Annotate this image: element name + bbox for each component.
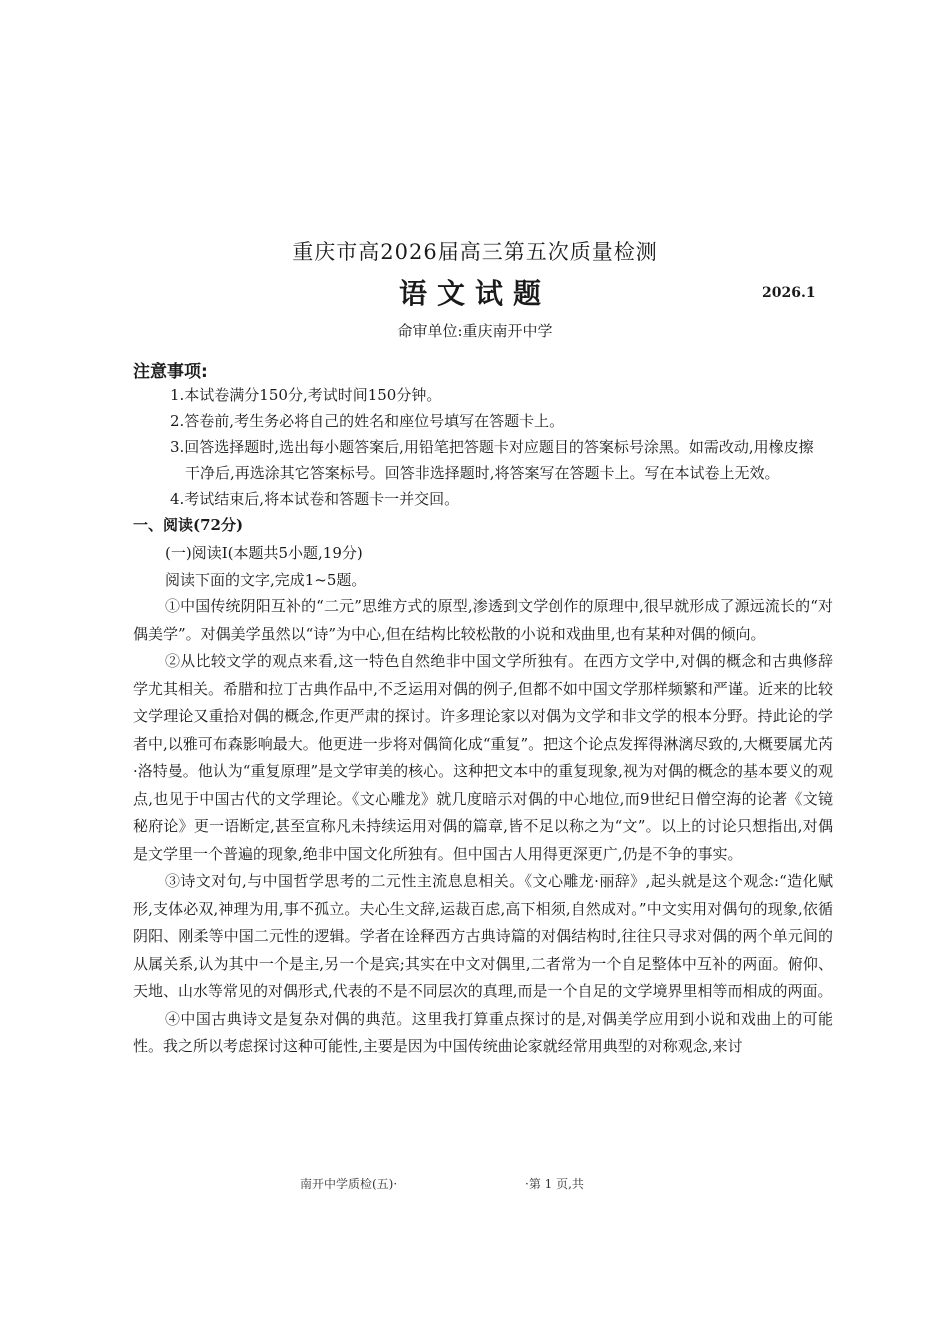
note-item: 2.答卷前,考生务必将自己的姓名和座位号填写在答题卡上。: [170, 412, 565, 430]
section-heading: 一、阅读(72分): [133, 516, 244, 534]
notes-list: [170, 382, 820, 512]
note-item: 3.回答选择题时,选出每小题答案后,用铅笔把答题卡对应题目的答案标号涂黑。如需改动,用橡皮擦: [170, 438, 814, 456]
footer-page-number: ·第 1 页,共: [525, 1177, 584, 1191]
exam-subtitle: 重庆市高2026届高三第五次质量检测: [292, 240, 658, 264]
exam-title: 语文试题: [398, 277, 551, 310]
passage-paragraph: ②从比较文学的观点来看,这一特色自然绝非中国文学所独有。在西方文学中,对偶的概念和古典修辞学尤其相关。希腊和拉丁古典作品中,不乏运用对偶的例子,但都不如中国文学那样频繁和严谨。近来的比较文学理论又重拾对偶的概念,作更严肃的探讨。许多理论家以对偶为文学和非文学的根本分野。持此论的学者中,以雅可布森影响最大。他更进一步将对偶简化成“重复”。把这个论点发挥得淋漓尽致的,大概要属尤芮·洛特曼。他认为“重复原理”是文学审美的核心。这种把文本中的重复现象,视为对偶的概念的基本要义的观点,也见于中国古代的文学理论。《文心雕龙》就几度暗示对偶的中心地位,而9世纪日僧空海的论著《文镜秘府论》更一语断定,甚至宣称凡未持续运用对偶的篇章,皆不足以称之为“文”。以上的讨论只想指出,对偶是文学里一个普遍的现象,绝非中国文化所独有。但中国古人用得更深更广,仍是不争的事实。: [133, 652, 833, 863]
note-item-continued: 干净后,再选涂其它答案标号。回答非选择题时,将答案写在答题卡上。写在本试卷上无效。: [185, 464, 780, 482]
section-instruction: 阅读下面的文字,完成1~5题。: [165, 571, 367, 589]
footer-exam-name: 南开中学质检(五)·: [300, 1177, 398, 1191]
passage-paragraph: ③诗文对句,与中国哲学思考的二元性主流息息相关。《文心雕龙·丽辞》,起头就是这个观念:“造化赋形,支体必双,神理为用,事不孤立。夫心生文辞,运裁百虑,高下相须,自然成对。”中文实用对偶句的现象,依循阴阳、刚柔等中国二元性的逻辑。学者在诠释西方古典诗篇的对偶结构时,往往只寻求对偶的两个单元间的从属关系,认为其中一个是主,另一个是宾;其实在中文对偶里,二者常为一个自足整体中互补的两面。俯仰、天地、山水等常见的对偶形式,代表的不是不同层次的真理,而是一个自足的文学境界里相等而相成的两面。: [133, 872, 833, 1000]
section-sub-heading: (一)阅读Ⅰ(本题共5小题,19分): [165, 544, 363, 562]
passage-paragraph: ④中国古典诗文是复杂对偶的典范。这里我打算重点探讨的是,对偶美学应用到小说和戏曲上的可能性。我之所以考虑探讨这种可能性,主要是因为中国传统曲论家就经常用典型的对称观念,来讨: [133, 1009, 833, 1055]
exam-date: 2026.1: [762, 285, 816, 301]
title-row: [0, 272, 950, 312]
exam-unit: 命审单位:重庆南开中学: [397, 322, 553, 340]
note-item: 4.考试结束后,将本试卷和答题卡一并交回。: [170, 490, 460, 508]
notes-title: 注意事项:: [133, 362, 208, 382]
note-item: 1.本试卷满分150分,考试时间150分钟。: [170, 386, 442, 404]
reading-passage: [133, 593, 833, 1061]
passage-paragraph: ①中国传统阴阳互补的“二元”思维方式的原型,渗透到文学创作的原理中,很早就形成了源远流长的“对偶美学”。对偶美学虽然以“诗”为中心,但在结构比较松散的小说和戏曲里,也有某种对偶的倾向。: [133, 597, 833, 643]
